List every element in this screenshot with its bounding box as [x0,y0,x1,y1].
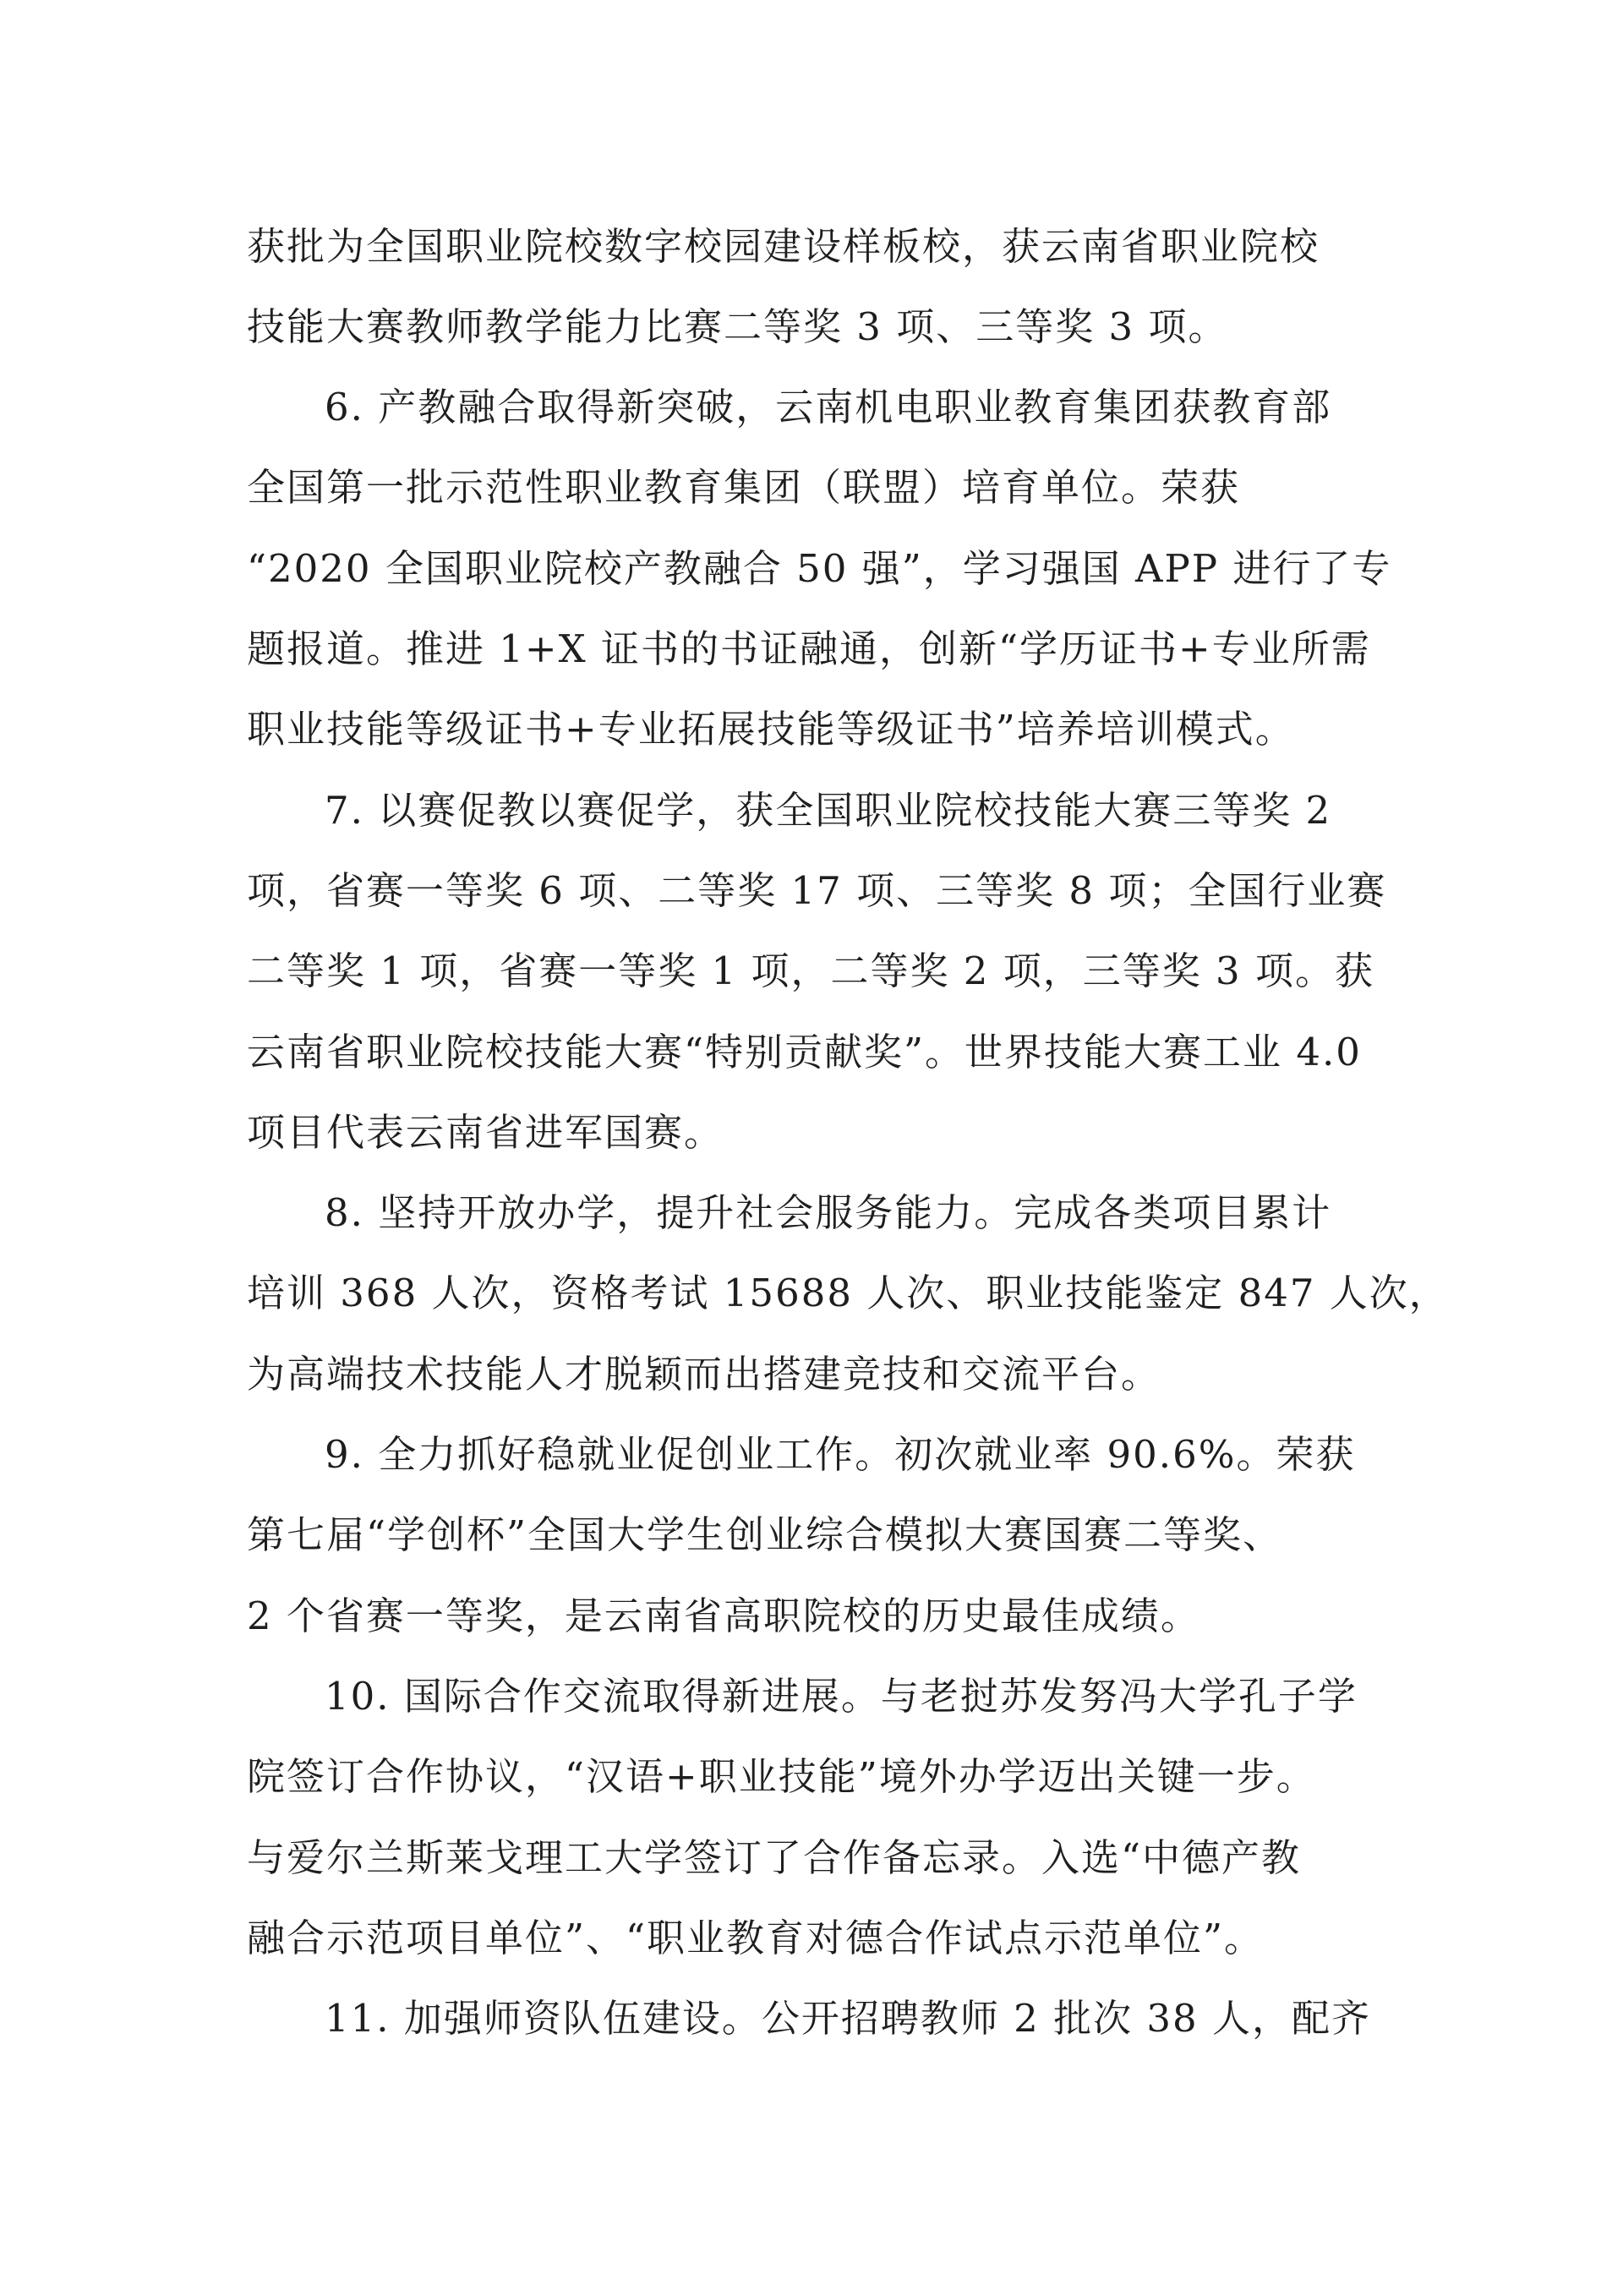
text-line: 院签订合作协议，“汉语+职业技能”境外办学迈出关键一步。 [247,1754,1316,1799]
text-line: 为高端技术技能人才脱颖而出搭建竞技和交流平台。 [247,1352,1161,1397]
text-line: 培训 368 人次，资格考试 15688 人次、职业技能鉴定 847 人次， [247,1271,1449,1315]
text-line: 第七届“学创杯”全国大学生创业综合模拟大赛国赛二等奖、 [247,1512,1283,1557]
text-line: 项目代表云南省进军国赛。 [247,1110,724,1155]
text-line: 与爱尔兰斯莱戈理工大学签订了合作备忘录。入选“中德产教 [247,1835,1302,1880]
paragraph-7-first-line: 7. 以赛促教以赛促学，获全国职业院校技能大赛三等奖 2 [325,788,1332,833]
paragraph-11-first-line: 11. 加强师资队伍建设。公开招聘教师 2 批次 38 人，配齐 [325,1996,1371,2041]
text-line: 全国第一批示范性职业教育集团（联盟）培育单位。荣获 [247,465,1241,510]
paragraph-6-first-line: 6. 产教融合取得新突破，云南机电职业教育集团获教育部 [325,385,1332,429]
paragraph-10-first-line: 10. 国际合作交流取得新进展。与老挝苏发努冯大学孔子学 [325,1674,1358,1719]
text-line: 题报道。推进 1+X 证书的书证融通，创新“学历证书+专业所需 [247,626,1371,671]
text-line: 融合示范项目单位”、“职业教育对德合作试点示范单位”。 [247,1916,1265,1960]
text-line: 云南省职业院校技能大赛“特别贡献奖”。世界技能大赛工业 4.0 [247,1030,1362,1074]
text-line: 技能大赛教师教学能力比赛二等奖 3 项、三等奖 3 项。 [247,304,1228,349]
paragraph-8-first-line: 8. 坚持开放办学，提升社会服务能力。完成各类项目累计 [325,1190,1332,1235]
text-line: 二等奖 1 项，省赛一等奖 1 项，二等奖 2 项，三等奖 3 项。获 [247,948,1374,993]
text-line: 获批为全国职业院校数字校园建设样板校，获云南省职业院校 [247,224,1320,269]
text-line: 项，省赛一等奖 6 项、二等奖 17 项、三等奖 8 项；全国行业赛 [247,868,1387,913]
paragraph-9-first-line: 9. 全力抓好稳就业促创业工作。初次就业率 90.6%。荣获 [325,1432,1356,1477]
text-line: 2 个省赛一等奖，是云南省高职院校的历史最佳成绩。 [247,1594,1200,1638]
text-line: 职业技能等级证书+专业拓展技能等级证书”培养培训模式。 [247,707,1295,752]
text-line: “2020 全国职业院校产教融合 50 强”，学习强国 APP 进行了专 [247,546,1392,591]
